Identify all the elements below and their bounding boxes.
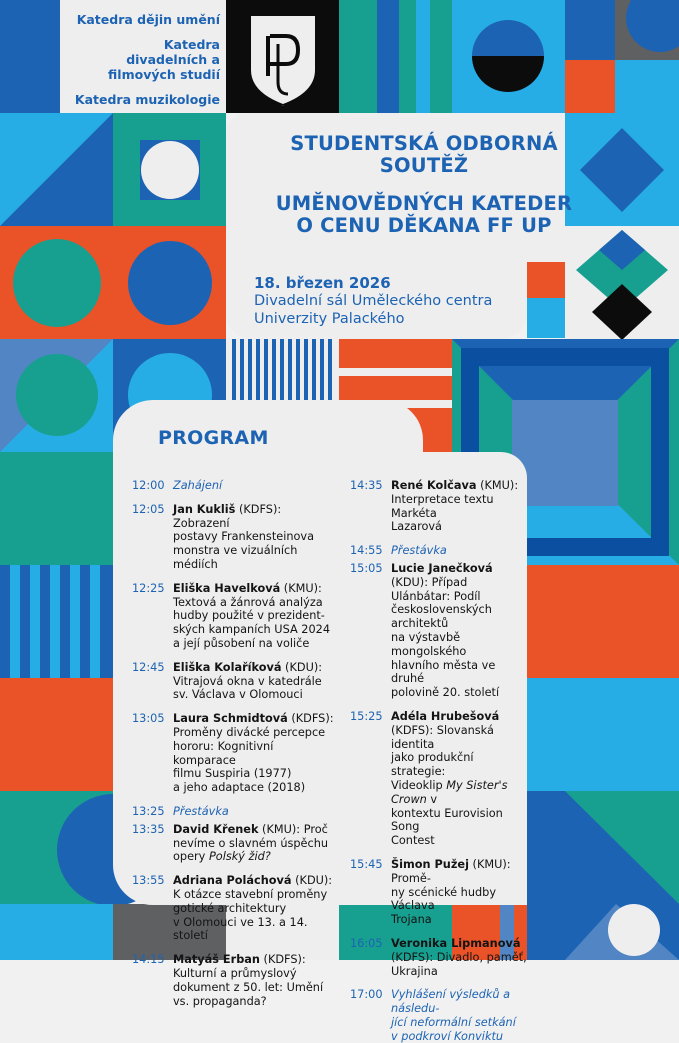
speaker-dept: (KMU):	[258, 822, 301, 836]
entry-line: nevíme o slavném úspěchu	[173, 836, 329, 850]
entry-line: Trojana	[391, 913, 432, 927]
title-line-4: O CENU DĚKANA FF UP	[296, 214, 552, 237]
program-item	[350, 562, 530, 700]
program-time: 16:05	[350, 936, 383, 950]
speaker-name: Adriana Poláchová	[173, 874, 292, 888]
entry-line: ny scénické hudby Václava	[391, 885, 497, 913]
entry-line: československých architektů	[391, 603, 492, 631]
program-entry	[391, 710, 530, 848]
closing-line: v podkroví Konviktu	[391, 1029, 504, 1043]
program-break: Přestávka	[391, 544, 447, 558]
departments-list	[60, 12, 220, 117]
entry-line: Eliška Havelková (KMU): Textová a žánrová analýza	[173, 581, 323, 609]
entry-line: ských kampaních USA 2024	[173, 623, 331, 637]
entry-line: hudby použité v prezident-	[173, 609, 325, 623]
closing-line: jící neformální setkání	[391, 1015, 516, 1029]
program-item	[350, 544, 530, 558]
competition-title	[230, 133, 618, 237]
entry-line: na výstavbě mongolského	[391, 630, 467, 658]
entry-line: vs. propaganda?	[173, 994, 267, 1008]
speaker-dept: (KDFS):	[391, 723, 434, 737]
entry-line: Videoklip My Sister's Crown v	[391, 778, 508, 806]
speaker-name: Lucie Janečková	[391, 561, 493, 575]
entry-line: jako produkční strategie:	[391, 751, 474, 779]
program-time: 15:25	[350, 709, 383, 723]
speaker-name: Matyáš Erban	[173, 953, 260, 967]
speaker-dept: (KMU):	[468, 857, 511, 871]
program-entry	[391, 544, 530, 558]
speaker-dept: (KDFS):	[259, 953, 306, 967]
program-opening: Zahájení	[173, 479, 223, 492]
entry-line: Matyáš Erban (KDFS): Kulturní a průmyslový	[173, 953, 306, 980]
up-university-logo	[248, 12, 318, 108]
program-item	[132, 805, 337, 819]
program-time: 14:55	[350, 544, 383, 558]
program-item	[132, 503, 337, 572]
speaker-name: Adéla Hrubešová	[391, 709, 500, 723]
program-item	[350, 479, 530, 534]
entry-line: gotické architektury	[173, 901, 287, 915]
program-item	[132, 823, 337, 864]
program-item	[132, 953, 337, 1008]
speaker-name: Eliška Kolaříková	[173, 660, 282, 674]
department-theatre-film: Katedra divadelních a filmových studií	[108, 37, 220, 82]
department-musicology: Katedra muzikologie	[74, 92, 220, 107]
program-time: 12:05	[132, 502, 165, 516]
program-time: 13:35	[132, 822, 165, 836]
program-time: 17:00	[350, 988, 383, 1002]
program-time: 13:05	[132, 712, 165, 726]
program-entry	[173, 503, 337, 572]
program-entry	[391, 562, 530, 700]
program-time: 14:15	[132, 953, 165, 967]
entry-line: Ukrajina	[391, 964, 438, 978]
speaker-name: Šimon Pužej	[391, 857, 469, 871]
program-item	[132, 712, 337, 795]
speaker-dept: (KDU):	[391, 575, 428, 589]
svg-text:UP: UP	[282, 106, 284, 107]
program-item	[132, 582, 337, 651]
entry-line: v Olomouci ve 13. a 14. století	[173, 915, 308, 943]
title-line-2: SOUTĚŽ	[379, 154, 469, 177]
entry-line: Adriana Poláchová (KDU): K otázce stavební proměny	[173, 874, 333, 901]
program-break: Přestávka	[173, 804, 229, 818]
program-time: 12:25	[132, 581, 165, 595]
program-heading: PROGRAM	[158, 427, 269, 449]
entry-line: (KDFS): Divadlo, paměť,	[391, 950, 527, 964]
entry-line: a její působení na voliče	[173, 636, 310, 650]
entry-line: Lucie Janečková (KDU): Případ Ulánbátar: Podíl	[391, 561, 493, 603]
speaker-name: Jan Kukliš	[173, 502, 236, 516]
entry-line: hororu: Kognitivní komparace	[173, 739, 274, 767]
entry-line: postavy Frankensteinova	[173, 530, 315, 544]
event-date: 18. březen 2026	[254, 274, 391, 292]
event-venue-line-2: Univerzity Palackého	[254, 311, 405, 327]
speaker-name: René Kolčava	[391, 479, 477, 492]
program-item	[350, 858, 530, 927]
entry-line: hlavního města ve druhé	[391, 658, 496, 686]
entry-line: monstra ve vizuálních médiích	[173, 544, 298, 571]
program-entry	[173, 823, 337, 864]
entry-line: Jan Kukliš (KDFS): Zobrazení	[173, 502, 282, 530]
speaker-name: Veronika Lipmanová	[391, 936, 521, 950]
program-item	[132, 661, 337, 702]
program-item	[350, 937, 530, 978]
program-time: 13:55	[132, 874, 165, 888]
entry-line: sv. Václava v Olomouci	[173, 688, 303, 702]
program-entry	[391, 858, 530, 927]
speaker-dept: (KDFS):	[287, 712, 334, 726]
entry-line: Laura Schmidtová (KDFS): Proměny divácké percepce	[173, 712, 334, 739]
speaker-dept: (KDU):	[281, 660, 323, 674]
program-item	[132, 874, 337, 943]
program-entry	[391, 937, 530, 978]
title-line-3: UMĚNOVĚDNÝCH KATEDER	[275, 192, 573, 215]
entry-line: opery Polský žid?	[173, 850, 271, 864]
department-art-history: Katedra dějin umění	[76, 12, 220, 27]
program-time: 14:35	[350, 479, 383, 492]
program-time: 15:45	[350, 857, 383, 871]
program-time: 13:25	[132, 804, 165, 818]
entry-line: Lazarová	[391, 520, 442, 534]
entry-line: filmu Suspiria (1977)	[173, 767, 292, 781]
program-entry	[173, 661, 337, 702]
program-entry	[173, 953, 337, 1008]
entry-line: Šimon Pužej (KMU): Promě-	[391, 857, 511, 885]
program-entry	[173, 874, 337, 943]
program-entry	[173, 712, 337, 795]
italic-title: My Sister's Crown	[391, 778, 508, 806]
italic-title: Polský žid?	[208, 850, 271, 864]
program-item	[132, 479, 337, 493]
entry-line: René Kolčava (KMU): Interpretace textu Markéta	[391, 479, 519, 520]
entry-line: Contest	[391, 834, 435, 848]
event-info	[254, 274, 492, 328]
entry-line	[391, 937, 530, 951]
entry-line: kontextu Eurovision Song	[391, 806, 503, 834]
entry-line: a jeho adaptace (2018)	[173, 781, 306, 795]
program-column-left	[132, 479, 337, 1008]
program-item	[350, 710, 530, 848]
speaker-name: David Křenek	[173, 822, 259, 836]
program-time: 15:05	[350, 561, 383, 575]
program-entry	[173, 582, 337, 651]
entry-line: David Křenek (KMU): Proč	[173, 822, 328, 836]
speaker-dept: (KDFS):	[235, 502, 282, 516]
speaker-name: Laura Schmidtová	[173, 712, 288, 726]
program-column-right	[350, 479, 530, 1043]
speaker-dept: (KMU):	[280, 581, 322, 595]
program-entry	[173, 805, 337, 819]
event-venue-line-1: Divadelní sál Uměleckého centra	[254, 293, 493, 309]
title-line-1: STUDENTSKÁ ODBORNÁ	[290, 132, 558, 155]
entry-line: Eliška Kolaříková (KDU): Vitrajová okna v katedrále	[173, 660, 323, 688]
program-entry	[391, 988, 530, 1043]
speaker-name: Eliška Havelková	[173, 581, 281, 595]
program-entry	[391, 479, 530, 534]
program-entry	[173, 479, 337, 493]
closing-line: Vyhlášení výsledků a následu-	[391, 988, 511, 1016]
entry-line: Adéla Hrubešová (KDFS): Slovanská identita	[391, 709, 500, 751]
speaker-dept: (KMU):	[476, 479, 519, 492]
program-item	[350, 988, 530, 1043]
entry-line: polovině 20. století	[391, 686, 500, 700]
program-time: 12:45	[132, 660, 165, 674]
program-time: 12:00	[132, 479, 165, 492]
entry-line: dokument z 50. let: Umění	[173, 980, 324, 994]
speaker-dept: (KDU):	[291, 874, 333, 888]
